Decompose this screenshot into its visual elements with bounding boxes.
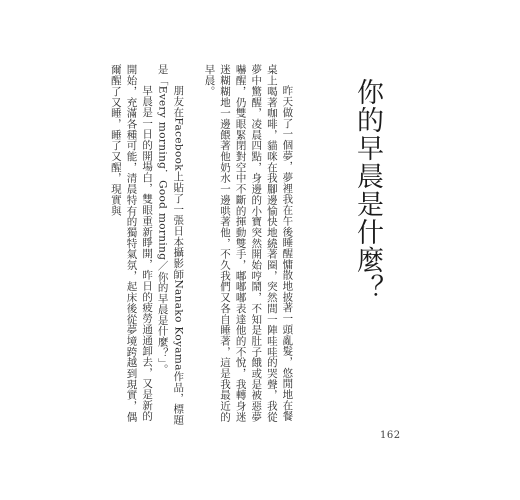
- paragraph-dream: 昨天做了一個夢，夢裡我在午後睡醒慵散地披著一頭亂髮，悠閒地在餐桌上喝著咖啡，貓咪在我腳邊愉快地繞著圈，突然間一陣哇哇的哭聲，我從夢中驚醒，凌晨四點，身邊的小寶突然開始哼鬧，不知是肚子餓或是被惡夢嚇醒，仍雙眼緊閉對空中不斷的揮動雙手，嘟嘟嘟表達他的不悅，我轉身迷迷糊糊地一邊餵著他奶水一邊哄著他，不久我們又各自睡著，這是我最近的早晨。: [203, 64, 294, 423]
- paragraph-facebook: 朋友在Facebook上貼了一張日本攝影師Nanako Koyama作品，標題是「Every morning．Good morning／你的早晨是什麼？」。: [156, 64, 185, 426]
- page-number: 162: [380, 430, 401, 441]
- page-title: 你的早晨是什麼？: [352, 78, 383, 302]
- body-text: [110, 64, 310, 432]
- paragraph-morning: 早晨是一日的開場白，雙眼重新睜開，昨日的疲勞通通卸去，又是新的開始，充滿各種可能，清晨特有的獨特氣氛，起床後從夢境跨越到現實，偶爾醒了又睡，睡了又醒，現實與: [109, 64, 154, 423]
